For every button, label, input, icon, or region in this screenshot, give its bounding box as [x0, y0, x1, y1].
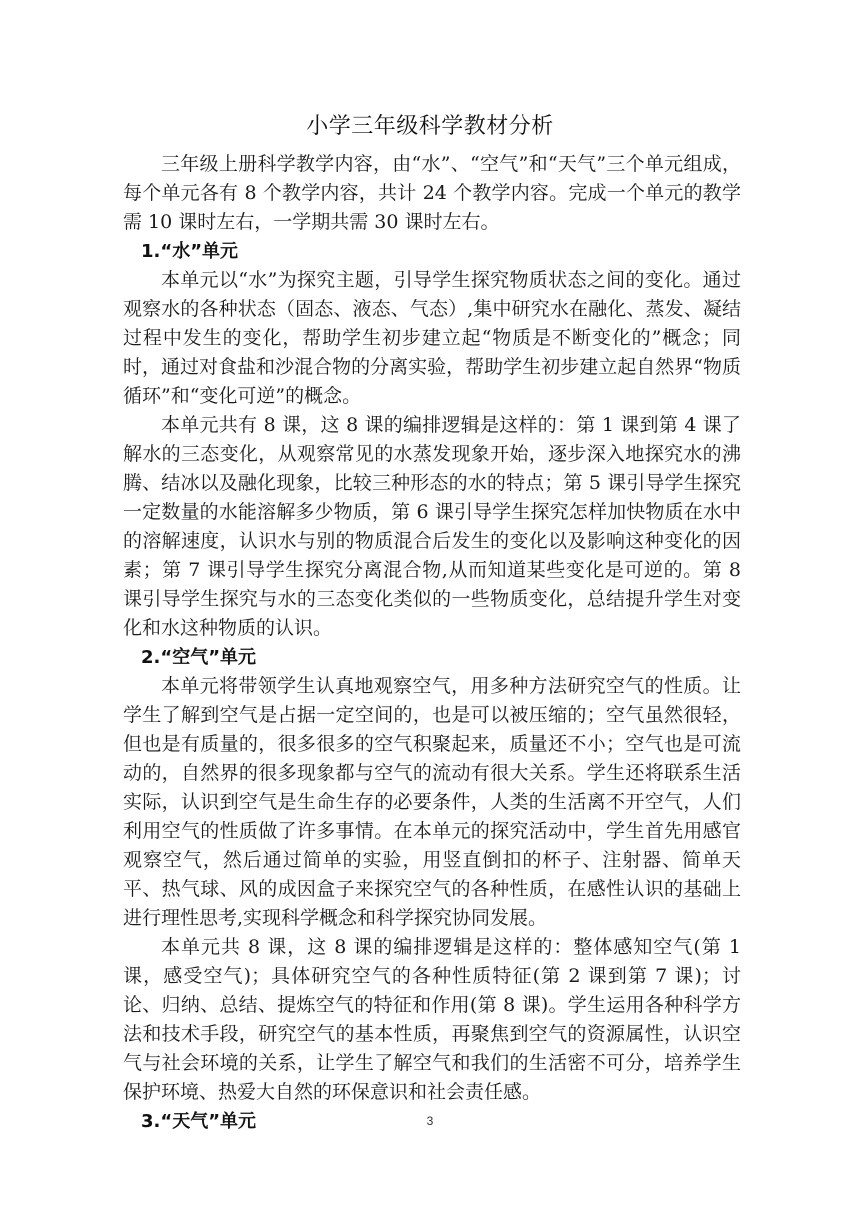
water-paragraph-1: 本单元以“水”为探究主题，引导学生探究物质状态之间的变化。通过观察水的各种状态（固态、液态、气态）,集中研究水在融化、蒸发、凝结过程中发生的变化，帮助学生初步建立起“物质是不断变化的”概念；同时，通过对食盐和沙混合物的分离实验，帮助学生初步建立起自然界“物质循环”和“变化可逆”的概念。 [123, 269, 741, 407]
section-heading-air: 2.“空气”单元 [141, 647, 257, 668]
air-paragraph-2: 本单元共 8 课，这 8 课的编排逻辑是这样的：整体感知空气(第 1 课，感受空气)；具体研究空气的各种性质特征(第 2 课到第 7 课)；讨论、归纳、总结、提炼空气的特征和作用(第 8 课)。学生运用各种科学方法和技术手段，研究空气的基本性质，再聚焦到空气的资源属性，认识空气与社会环境的关系，让学生了解空气和我们的生活密不可分，培养学生保护环境、热爱大自然的环保意识和社会责任感。 [123, 936, 741, 1103]
page-number: 3 [426, 1114, 434, 1128]
intro-paragraph: 三年级上册科学教学内容，由“水”、“空气”和“天气”三个单元组成，每个单元各有 8 个教学内容，共计 24 个教学内容。完成一个单元的教学需 10 课时左右，一学期共需 30 课时左右。 [123, 153, 741, 233]
section-heading-weather: 3.“天气”单元 [141, 1111, 257, 1132]
water-paragraph-2: 本单元共有 8 课，这 8 课的编排逻辑是这样的：第 1 课到第 4 课了解水的三态变化，从观察常见的水蒸发现象开始，逐步深入地探究水的沸腾、结冰以及融化现象，比较三种形态的水的特点；第 5 课引导学生探究一定数量的水能溶解多少物质，第 6 课引导学生探究怎样加快物质在水中的溶解速度，认识水与别的物质混合后发生的变化以及影响这种变化的因素；第 7 课引导学生探究分离混合物,从而知道某些变化是可逆的。第 8 课引导学生探究与水的三态变化类似的一些物质变化，总结提升学生对变化和水这种物质的认识。 [123, 414, 741, 639]
section-heading-water: 1.“水”单元 [141, 241, 239, 262]
document-title: 小学三年级科学教材分析 [306, 114, 554, 139]
document-body [123, 150, 741, 1136]
air-paragraph-1: 本单元将带领学生认真地观察空气，用多种方法研究空气的性质。让学生了解到空气是占据一定空间的，也是可以被压缩的；空气虽然很轻，但也是有质量的，很多很多的空气积聚起来，质量还不小；空气也是可流动的，自然界的很多现象都与空气的流动有很大关系。学生还将联系生活实际，认识到空气是生命生存的必要条件，人类的生活离不开空气，人们利用空气的性质做了许多事情。在本单元的探究活动中，学生首先用感官观察空气，然后通过简单的实验，用竖直倒扣的杯子、注射器、简单天平、热气球、风的成因盒子来探究空气的各种性质，在感性认识的基础上进行理性思考,实现科学概念和科学探究协同发展。 [123, 675, 741, 929]
